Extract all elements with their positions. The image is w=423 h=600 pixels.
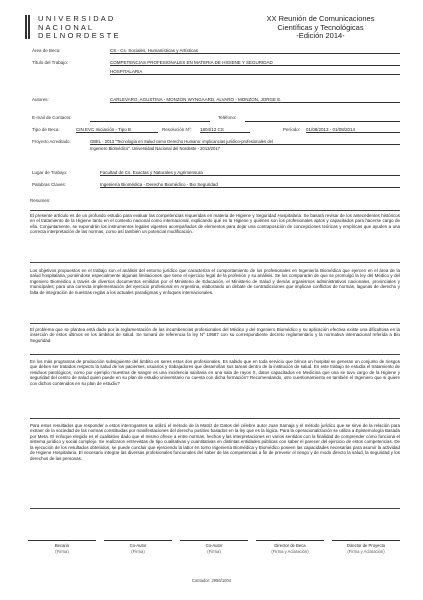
footer-counter: Contador: 2956/1004 (191, 578, 232, 583)
divider (30, 210, 400, 211)
email-value (90, 121, 210, 122)
abstract-paragraph-1: El presente artículo es de un profundo estudio para evaluar las competencias requeridas en materia de Higiene y Seguridad Hospitalaria. Se basará revisar de los antecedentes históricos en el tratamiento de la Higiene tanto en el contexto nacional como internacional, explicando qué es la Higiene y quiénes son los profesionales aptos y capacitados para hacerse cargo de ella. Conjuntamente, se expondrán los instrumentos legales vigentes acompañados de elementos para dejar una contraposición de concepciones teóricas y empíricas que ayuden a una correcta interpretación de las normas, como así también un potencial modificación. (30, 213, 400, 235)
title-value-line-1: COMPETENCIAS PROFESIONALES EN MATERIA DE HIGIENE Y SEGURIDAD (110, 60, 400, 66)
signature-sub: (Firma) (55, 549, 69, 554)
signature-director-beca (256, 540, 324, 554)
authors-value: CARLEVARO, AGUSTINA - MONZON WYNGAARD, ALVARO - MONZON, JORGE E. (110, 97, 400, 103)
project-value-line-2: Ingeniero Biomédico". Universidad Nacional del Nordeste - 2013/2017 (90, 146, 220, 151)
area-value: CS - Cs. Sociales, Humanísticas y Artísticas (110, 48, 400, 54)
event-line-1: XX Reunión de Comunicaciones (266, 14, 375, 23)
area-label: Área de Beca: (32, 48, 61, 53)
title-label: Título del Trabajo: (32, 60, 69, 65)
abstract-paragraph-2: Los objetivos propuestos en el trabajo son el análisis del entorno jurídico que caracteriza el comportamiento de los profesionales en Ingeniería Biomédica que ejercen en el área de la salud hospitalaria, poniéndose especialmente algunas limitaciones que tiene el ejercicio legal de la profesión y su análisis. Se los compararán de que se promulgó la ley del Médico y del Ingeniero Biomédico a través de diversos documentos emitidos por el Ministerio de Educación, el Ministerio de Salud y demás organismos administrativos nacionales, provinciales y municipales; para una correcta implementación del ejercicio profesional en Argentina, elaborando un debate de contradicciones que implican conflictos de normas, lagunas de derecho y falta de integración de nuestras reglas a los actuales paradigmas y enfoques internacionales. (30, 268, 400, 295)
university-logo (25, 15, 31, 39)
abstract-heading: Resumen: (30, 198, 51, 203)
phone-label: Teléfono: (218, 115, 237, 120)
project-label: Proyecto Acreditado: (32, 139, 71, 144)
event-line-3: -Edición 2014- (296, 31, 345, 40)
keywords-value: Ingeniería Biomédica - Derecho Biomédico - Bio Seguridad (100, 182, 400, 188)
signature-becario (28, 540, 96, 554)
signature-director-proyecto (332, 540, 400, 554)
signature-sub: (Firma) (131, 549, 145, 554)
event-line-2: Científicas y Tecnológicas (277, 22, 364, 32)
signature-sub: (Firma y Aclaración) (347, 549, 385, 554)
period-label: Período: (283, 127, 301, 132)
abstract-paragraph-4: En los más programas de producción subsiguiente del ámbito en seres estos dos profesionales. Es sabido que en toda servicio que brinca un hospital se generan un conjunto de riesgos que deben ser tratados respecto la salud de los pacientes, usuarios y trabajadores que desarrollan sus tareas dentro de la institución de salud. En este trabajo se estudia el tratamiento de residuos patológicos, como por ejemplo muestras de sangre es una incidencia sanitaria en una sala de rayos X, datos capacitados en Medicina que una se tuvo cargo de la Higiene y seguridad del centro de salud quien puede en su plan de estudio universitario no cuenta con dicha formación? Recomendando, otro cuestionamiento es también el Ingeniero que si quiere con dichos contenidos en su plan de estudio? (30, 359, 400, 386)
university-name (38, 15, 119, 40)
signature-label: Becario (54, 543, 70, 548)
signature-sub: (Firma) (207, 549, 221, 554)
period-value: 01/08/2013 - 01/08/2014 (306, 127, 400, 133)
resolution-value: 1804/12 CS (200, 127, 250, 133)
place-value: Facultad de Cs. Exactas y Naturales y Agrimensura (100, 170, 400, 176)
signature-label: Director de Proyecto (346, 543, 386, 548)
email-label: E-mail de Contacto: (32, 115, 72, 120)
abstract-paragraph-5: Para estos resultados que responder a estos interrogantes se utilizó el método de la Matriz de Datos del célebre autor Juan Samaja y el método jurídico que se sirve de la relación para extraer de la sociedad de las normas constituidas por manifestaciones del derecho positivo basados en la ley que es la lógica. Para la operacionalización se utiliza a Epistemología Basada por Meta. El enfoque elegido es el cualitativo dado que el mismo ofrece a entre normas, hechos y las interpretaciones en varios sentidos con la finalidad de comprender cómo funciona el sistema jurídico y social complejo. Se realizaron entrevistas de tipo cualitativas y cuantitativas en distintas entidades públicas con saber el parecer del ejercicio de estos competencias. De la ejecución de los resultados obtenidos, se puede concluir que ejerciendo la labor en torno Ingeniería Biomédica y Biomédico poseen las capacidades necesarias para asumir la actividad de Higiene Hospitalaria. El necesario integrar las diversas profesionales funcionales del saber de las competencias a fin de prevenir el riesgo y de modo directo la salud, la seguridad y los derechos de las personas. (30, 423, 400, 461)
university-line-1: U N I V E R S I D A D (38, 14, 114, 23)
signature-coautor-1 (104, 540, 172, 554)
keywords-label: Palabras Claves: (32, 182, 67, 187)
place-label: Lugar de Trabajo: (32, 170, 68, 175)
signature-label: Director de Beca (274, 543, 306, 548)
beca-type-value: CIN EVC Iniciación - Tipo B (76, 127, 158, 133)
divider (30, 508, 400, 509)
divider (30, 354, 400, 355)
beca-type-label: Tipo de Beca: (32, 127, 60, 132)
divider (30, 418, 400, 419)
signature-label: Co-Autor (205, 543, 223, 548)
project-value-line-1: GBEL - 2013 "Tecnología en Salud como Derecho Humano: implicancias jurídico-profesionales del (90, 139, 400, 145)
signature-sub: (Firma y Aclaración) (271, 549, 309, 554)
university-line-2: N A C I O N A L (38, 22, 93, 32)
abstract-paragraph-3: El problema que se plantea está dado por la reglamentación de las incumbencias profesionales del Médico y del Ingeniero Biomédico y su aplicación efectiva existe una dificultosa en la inserción de éstos últimos en los ámbitos de salud. Se tomará de referencia la ley Nº 19587 con su correspondiente decreto reglamentario y la normativa internacional referida a Bio Seguridad. (30, 327, 400, 343)
authors-label: Autores: (32, 97, 49, 102)
signature-label: Co-Autor (129, 543, 147, 548)
resolution-label: Resolución Nº: (162, 127, 192, 132)
event-title (238, 15, 403, 40)
divider (30, 262, 400, 263)
title-value-line-2: HOSPITALARIA (110, 69, 400, 75)
signature-coautor-2 (180, 540, 248, 554)
divider (30, 323, 400, 324)
university-line-3: D E L N O R D E S T E (38, 31, 119, 40)
phone-value (245, 121, 400, 122)
signature-block (28, 540, 400, 570)
